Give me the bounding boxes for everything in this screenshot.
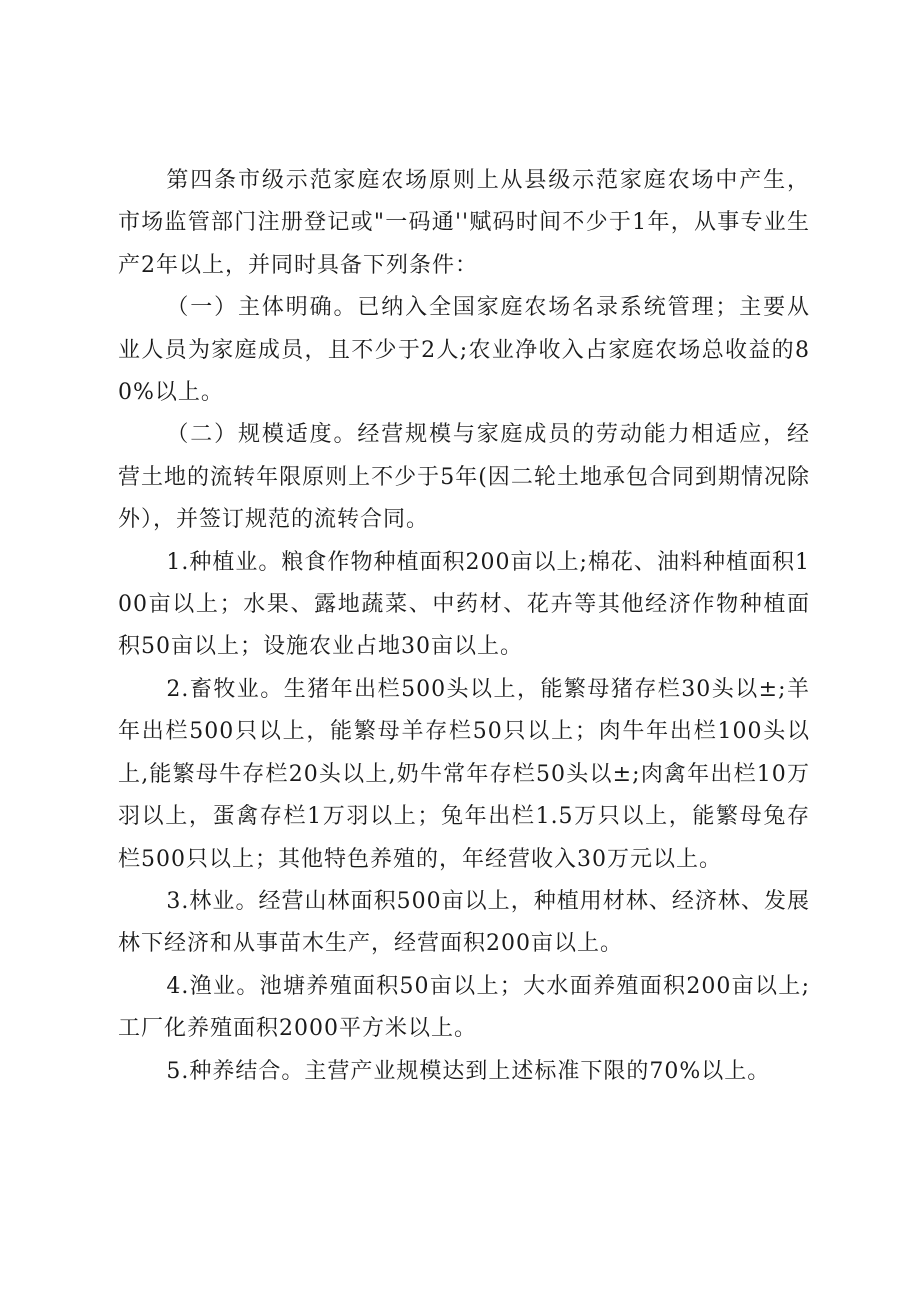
paragraph-fishery: 4.渔业。池塘养殖面积50亩以上；大水面养殖面积200亩以上;工厂化养殖面积2000平方米以上。 bbox=[118, 973, 810, 1042]
paragraph-article-four: 第四条市级示范家庭农场原则上从县级示范家庭农场中产生，市场监管部门注册登记或"一码通''赋码时间不少于1年，从事专业生产2年以上，并同时具备下列条件： bbox=[118, 168, 810, 278]
document-body bbox=[118, 160, 810, 1093]
paragraph-integrated-farming: 5.种养结合。主营产业规模达到上述标准下限的70%以上。 bbox=[166, 1058, 771, 1084]
paragraph-clear-subject: （一）主体明确。已纳入全国家庭农场名录系统管理；主要从业人员为家庭成员，且不少于2人;农业净收入占家庭农场总收益的80%以上。 bbox=[118, 295, 810, 406]
paragraph-planting: 1.种植业。粮食作物种植面积200亩以上;棉花、油料种植面积100亩以上；水果、露地蔬菜、中药材、花卉等其他经济作物种植面积50亩以上；设施农业占地30亩以上。 bbox=[118, 549, 810, 660]
paragraph-livestock: 2.畜牧业。生猪年出栏500头以上，能繁母猪存栏30头以±;羊年出栏500只以上，能繁母羊存栏50只以上；肉牛年出栏100头以上,能繁母牛存栏20头以上,奶牛常年存栏50头以±;肉禽年出栏10万羽以上，蛋禽存栏1万羽以上；兔年出栏1.5万只以上，能繁母兔存栏500只以上；其他特色养殖的，年经营收入30万元以上。 bbox=[118, 676, 810, 872]
paragraph-forestry: 3.林业。经营山林面积500亩以上，种植用材林、经济林、发展林下经济和从事苗木生产，经营面积200亩以上。 bbox=[118, 888, 810, 957]
paragraph-moderate-scale: （二）规模适度。经营规模与家庭成员的劳动能力相适应，经营土地的流转年限原则上不少于5年(因二轮土地承包合同到期情况除外），并签订规范的流转合同。 bbox=[118, 422, 810, 533]
